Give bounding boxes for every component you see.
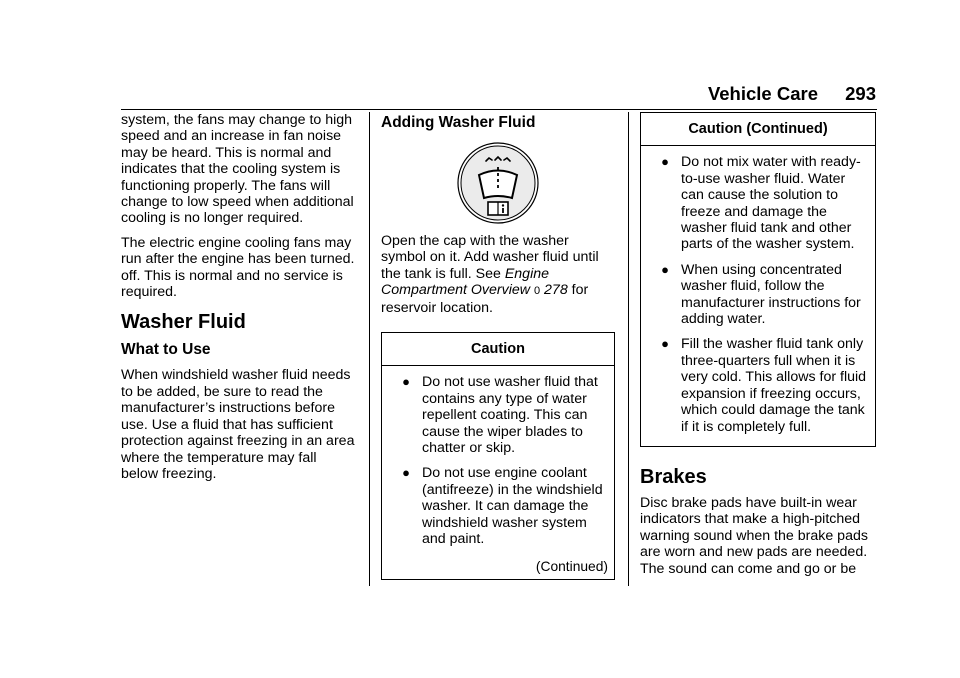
list-item: ● Do not use washer fluid that contains any type of water repellent coating. This can cause the wiper blades to chatter or skip. [390,374,606,456]
caution-continued-list [641,146,875,446]
washer-fluid-symbol-icon [456,141,540,225]
cooling-fans-paragraph: The electric engine cooling fans may run after the engine has been turned. off. This is normal and no service is required. [121,234,355,301]
header-rule [121,109,877,110]
adding-paragraph: Open the cap with the washer symbol on it. Add washer fluid until the tank is full. See Engine Compartment Overview 0 278 for reservoir location. [381,233,599,316]
xref-symbol: 0 [533,285,541,298]
xref-page-number[interactable]: 278 [544,282,568,299]
list-item: ● Do not use engine coolant (antifreeze) in the windshield washer. It can damage the windshield washer system and paint. [390,465,606,547]
washer-fluid-heading: Washer Fluid [121,311,246,334]
caution-continued-box [640,112,876,447]
fan-paragraph: system, the fans may change to high speed and an increase in fan noise may be heard. This is normal and indicates that the cooling system is functioning properly. The fans will change to low speed when additional cooling is no longer required. [121,112,354,227]
adding-washer-fluid-heading: Adding Washer Fluid [381,114,536,131]
what-to-use-heading: What to Use [121,341,211,359]
caution-continued-title: Caution (Continued) [641,113,875,146]
list-item: ● When using concentrated washer fluid, follow the manufacturer instructions for adding water. [649,262,867,328]
bullet-icon: ● [402,374,410,390]
bullet-icon: ● [402,465,410,481]
continued-label: (Continued) [535,558,608,574]
section-title: Vehicle Care [707,83,818,104]
list-item: ● Fill the washer fluid tank only three-quarters full when it is very cold. This allows for fluid expansion if freezing occurs, which could damage the tank if it is completely full. [649,336,867,434]
list-item: ● Do not mix water with ready-to-use washer fluid. Water can cause the solution to freeze and damage the washer fluid tank and other parts of the washer system. [649,154,867,252]
caution-title: Caution [382,333,614,366]
caution-list [382,366,614,558]
column-2 [381,112,615,580]
column-3 [640,112,876,585]
bullet-icon: ● [661,336,669,352]
brakes-heading: Brakes [640,465,707,488]
bullet-icon: ● [661,154,669,170]
page-header [0,83,876,105]
column-1 [121,112,357,490]
caution-box [381,332,615,580]
column-divider-1 [369,112,370,586]
engine-compartment-link[interactable]: Engine Compartment Overview [381,265,550,299]
brakes-paragraph: Disc brake pads have built-in wear indicators that make a high-pitched warning sound when the brake pads are worn and new pads are needed. The sound can come and go or be [640,494,868,577]
bullet-icon: ● [661,261,669,277]
column-divider-2 [628,112,629,586]
what-to-use-paragraph: When windshield washer fluid needs to be added, be sure to read the manufacturer’s instructions before use. Use a fluid that has sufficient protection against freezing in an area where the temperature may fall below freezing. [121,367,355,482]
page-number: 293 [845,83,876,104]
